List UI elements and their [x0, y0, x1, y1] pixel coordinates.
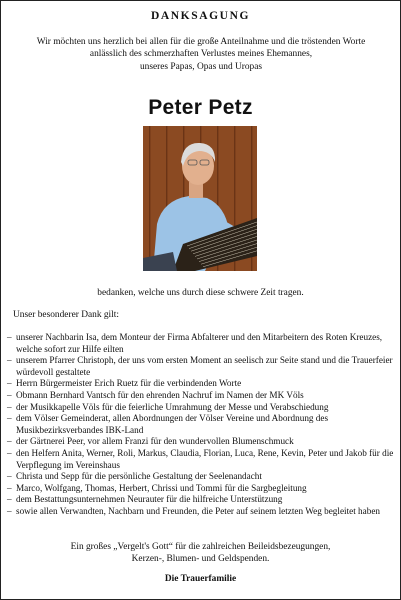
closing-text	[1, 541, 400, 566]
intro-line: Wir möchten uns herzlich bei allen für die große Anteilnahme und die tröstenden Worte	[36, 37, 366, 47]
list-item: – den Helfern Anita, Werner, Roli, Markus, Claudia, Florian, Luca, Rene, Kevin, Peter und Jakob für die Verpflegung im Vereinshaus	[7, 447, 394, 470]
intro-line: unseres Papas, Opas und Uropas	[139, 61, 263, 72]
list-marker: –	[7, 505, 12, 516]
list-item: – Marco, Wolfgang, Thomas, Herbert, Chrissi und Tommi für die Sargbegleitung	[7, 482, 307, 493]
list-marker: –	[7, 378, 12, 389]
list-item: – sowie allen Verwandten, Nachbarn und Freunden, die Peter auf seinem letzten Weg begleitet haben	[7, 505, 380, 516]
closing-line: Kerzen-, Blumen- und Geldspenden.	[131, 554, 270, 565]
deceased-name: Peter Petz	[148, 96, 253, 119]
intro-text	[11, 36, 391, 73]
list-marker: –	[7, 332, 12, 342]
list-item: – unserer Nachbarin Isa, dem Monteur der Firma Abfalterer und den Mitarbeitern des Roten Kreuzes, welche sofort zur Hilfe eilten	[7, 332, 383, 354]
list-item: – Obmann Bernhard Vantsch für den ehrenden Nachruf im Namen der MK Völs	[7, 389, 304, 400]
list-marker: –	[7, 389, 12, 400]
intro-line: anlässlich des schmerzhaften Verlustes meines Ehemannes,	[89, 49, 313, 60]
heading: DANKSAGUNG	[150, 10, 251, 22]
thanks-list	[7, 332, 395, 518]
wood-plank-seam	[149, 126, 150, 271]
signature: Die Trauerfamilie	[164, 574, 237, 584]
portrait-photo	[143, 126, 257, 271]
list-marker: –	[7, 494, 12, 505]
list-marker: –	[7, 355, 12, 366]
list-marker: –	[7, 436, 12, 447]
list-item: – dem Völser Gemeinderat, allen Abordnungen der Völser Vereine und Abordnung des Musikbezirksverbandes IBK-Land	[7, 413, 329, 435]
list-marker: –	[7, 482, 12, 493]
list-item: – Christa und Sepp für die persönliche Gestaltung der Seelenandacht	[7, 471, 262, 482]
list-item: – unserem Pfarrer Christoph, der uns vom ersten Moment an seelisch zur Seite stand und die Trauerfeier würdevoll gestaltete	[7, 355, 393, 377]
list-item: – der Musikkapelle Völs für die feierliche Umrahmung der Messe und Verabschiedung	[7, 401, 329, 412]
list-marker: –	[7, 447, 12, 458]
list-item: – Herrn Bürgermeister Erich Ruetz für die verbindenden Worte	[7, 378, 242, 389]
list-marker: –	[7, 471, 12, 482]
portrait-illustration	[143, 126, 257, 271]
thanks-line: bedanken, welche uns durch diese schwere Zeit tragen.	[97, 288, 304, 298]
list-marker: –	[7, 401, 12, 412]
list-marker: –	[7, 413, 12, 424]
list-item: – der Gärtnerei Peer, vor allem Franzi für den wundervollen Blumenschmuck	[7, 436, 294, 447]
closing-line: Ein großes „Vergelt's Gott“ für die zahlreichen Beileidsbezeugungen,	[70, 542, 331, 552]
thanks-lead: Unser besonderer Dank gilt:	[13, 310, 119, 320]
list-item: – dem Bestattungsunternehmen Neurauter für die hilfreiche Unterstützung	[7, 494, 283, 505]
